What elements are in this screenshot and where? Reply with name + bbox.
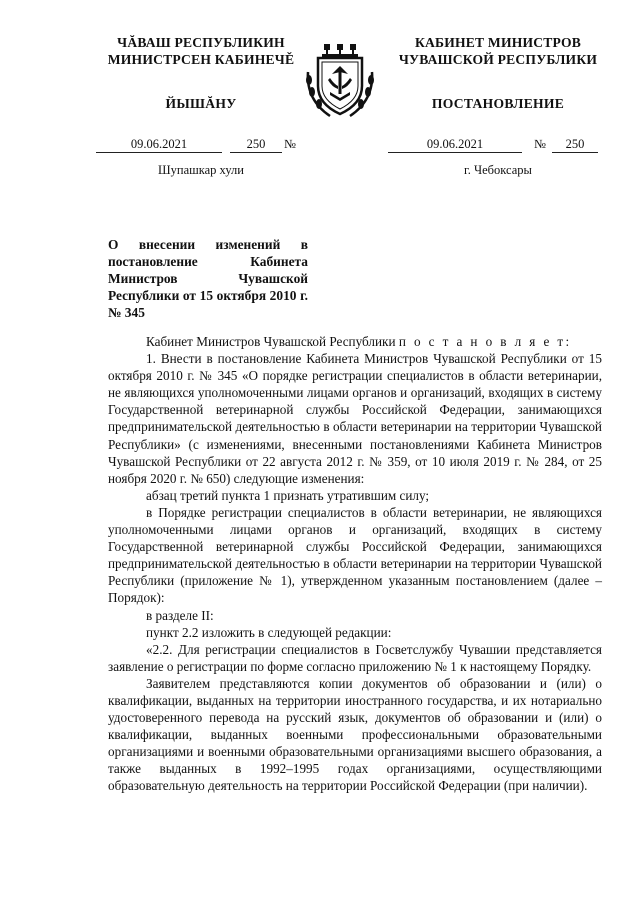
body-paragraph-7: Заявителем представляются копии документов об образовании и (или) о квалификации, выданных на территории иностранного государства, и их нотариально удостоверенного перевода на русский язык, документов об образовании и (или) о квалификации, выданных военными профессиональными образовательными организациями и военными образовательными организациями высшего образования, а также выданных в 1992–1995 годах организациями, осуществляющими образовательную деятельность на территории Российской Федерации (при наличии). <box>108 675 602 794</box>
org-name-russian-line2: ЧУВАШСКОЙ РЕСПУБЛИКИ <box>398 52 598 67</box>
org-name-chuvash-line1: ЧĂВАШ РЕСПУБЛИКИН <box>117 35 285 50</box>
body-paragraph-3: в Порядке регистрации специалистов в области ветеринарии, не являющихся уполномоченными лицами органов и организаций, входящих в систему Государственной ветеринарной службы Российской Федерации, занимающихся предпринимательской деятельностью в области ветеринарии на территории Чувашской Республики (приложение № 1), утвержденном указанным постановлением (далее – Порядок): <box>108 504 602 606</box>
document-header <box>0 34 640 184</box>
intro-paragraph <box>108 333 602 350</box>
body-paragraph-2: абзац третий пункта 1 признать утратившим силу; <box>146 487 430 503</box>
document-title: О внесении изменений в постановление Кабинета Министров Чувашской Республики от 15 октября 2010 г. № 345 <box>108 237 308 320</box>
city-chuvash: Шупашкар хули <box>158 163 244 177</box>
city-russian: г. Чебоксары <box>464 163 532 177</box>
body-paragraph-6: «2.2. Для регистрации специалистов в Госветслужбу Чувашии представляется заявление о регистрации по форме согласно приложению № 1 к настоящему Порядку. <box>108 641 602 674</box>
number-sign-russian: № <box>534 137 546 151</box>
header-right-column <box>388 34 608 112</box>
chuvash-coat-of-arms-icon <box>300 42 380 122</box>
org-name-russian-line1: КАБИНЕТ МИНИСТРОВ <box>414 35 582 50</box>
doc-date-russian: 09.06.2021 <box>388 137 522 153</box>
body-paragraph-1: 1. Внести в постановление Кабинета Министров Чувашской Республики от 15 октября 2010 г. № 345 «О порядке регистрации специалистов в области ветеринарии, не являющихся уполномоченными лицами органов и организаций, входящих в систему Государственной ветеринарной службы Российской Федерации, занимающихся предпринимательской деятельностью в области ветеринарии на территории Чувашской Республики» (с изменениями, внесенными постановлениями Кабинета Министров Чувашской Республики от 22 августа 2012 г. № 359, от 10 июля 2019 г. № 284, от 25 ноября 2020 г. № 650) следующие изменения: <box>108 351 602 486</box>
body-paragraph-5: пункт 2.2 изложить в следующей редакции: <box>146 624 392 640</box>
doc-number-russian: 250 <box>552 137 598 153</box>
doc-number-chuvash: 250 <box>230 137 282 153</box>
number-sign-chuvash: № <box>284 137 296 151</box>
header-left-column <box>96 34 306 112</box>
doc-date-chuvash: 09.06.2021 <box>96 137 222 153</box>
doc-type-russian: ПОСТАНОВЛЕНИЕ <box>431 96 565 111</box>
intro-subject: Кабинет Министров Чувашской Республики <box>146 334 396 349</box>
document-body <box>108 333 602 795</box>
body-paragraph-4: в разделе II: <box>146 607 214 623</box>
doc-type-chuvash: ЙЫШĂНУ <box>165 96 237 111</box>
org-name-chuvash-line2: МИНИСТРСЕН КАБИНЕЧĚ <box>107 52 295 67</box>
intro-verb: п о с т а н о в л я е т: <box>398 334 572 349</box>
